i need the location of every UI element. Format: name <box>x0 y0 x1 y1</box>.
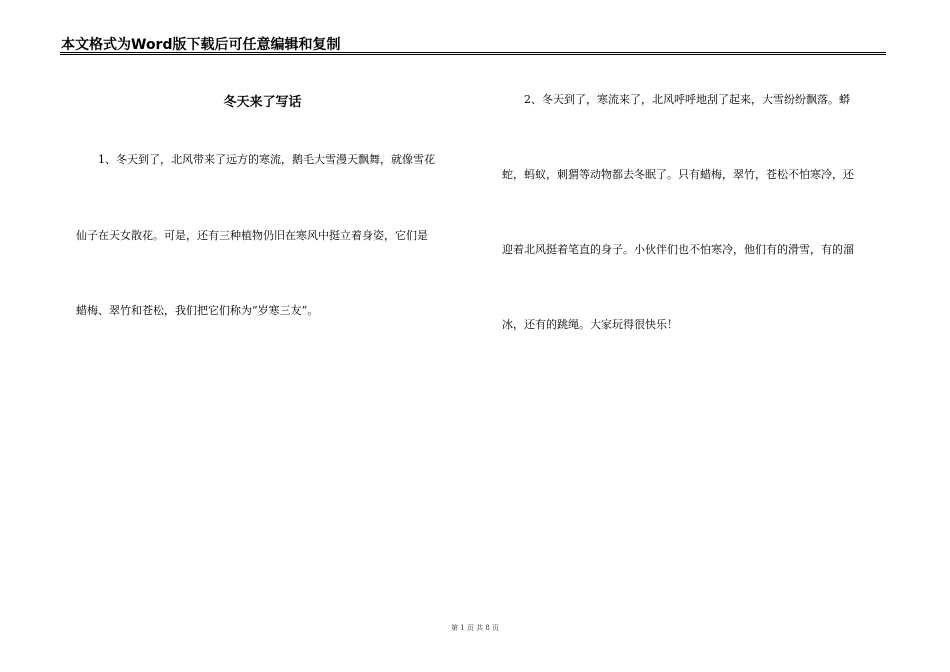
header-divider <box>60 52 886 53</box>
paragraph-line: 仙子在天女散花。可是，还有三种植物仍旧在寒风中挺立着身姿，它们是 <box>76 229 428 242</box>
page-number: 第 1 页 共 8 页 <box>450 624 500 632</box>
paragraph-line: 蛇，蚂蚁，刺猬等动物都去冬眠了。只有蜡梅，翠竹，苍松不怕寒冷，还 <box>502 168 854 181</box>
paragraph-line: 1、冬天到了，北风带来了远方的寒流，鹅毛大雪漫天飘舞，就像雪花 <box>98 153 435 166</box>
paragraph-line: 冰，还有的跳绳。大家玩得很快乐！ <box>502 318 678 331</box>
paragraph-line: 2、冬天到了，寒流来了，北风呼呼地刮了起来，大雪纷纷飘落。蟒 <box>524 93 850 106</box>
paragraph-line: 迎着北风挺着笔直的身子。小伙伴们也不怕寒冷，他们有的滑雪，有的溜 <box>502 243 854 256</box>
paragraph-line: 蜡梅、翠竹和苍松，我们把它们称为“岁寒三友”。 <box>76 304 319 317</box>
header-title: 本文格式为Word版下载后可任意编辑和复制 <box>61 37 341 53</box>
document-title: 冬天来了写话 <box>223 95 302 110</box>
header-divider-secondary <box>60 54 886 55</box>
